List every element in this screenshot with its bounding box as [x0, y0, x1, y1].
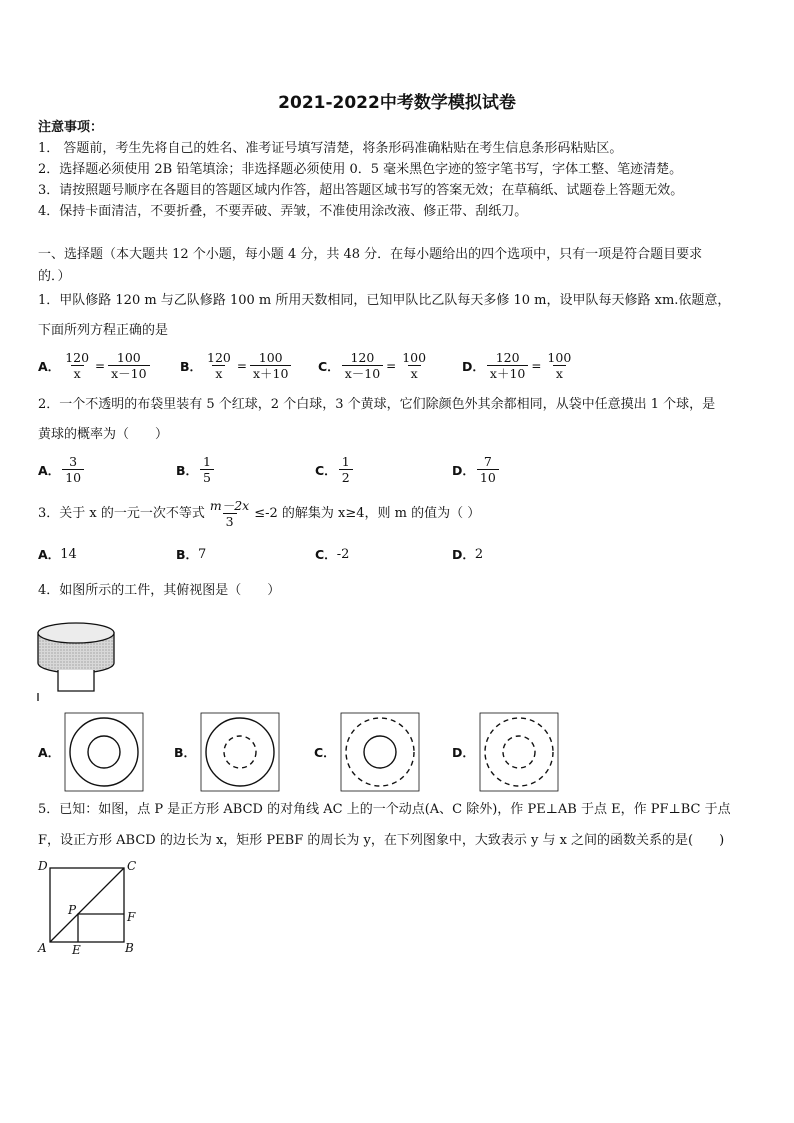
- option-label: B．: [180, 358, 203, 374]
- frac-denominator: x＋10: [250, 365, 291, 381]
- frac-numerator: 120: [495, 350, 520, 365]
- square-figure: [36, 858, 146, 958]
- equals-sign: =: [386, 358, 397, 373]
- question-2-text-cont: 黄球的概率为（ ）: [38, 427, 169, 442]
- frac-numerator: 3: [69, 454, 78, 469]
- frac-numerator: 100: [402, 350, 427, 365]
- frac-denominator: x－10: [342, 365, 383, 381]
- page-title: 2021-2022中考数学模拟试卷: [278, 93, 516, 113]
- top-view-figure-d: [479, 712, 559, 792]
- section-heading-cont: 的．）: [38, 269, 71, 284]
- frac-numerator: 100: [258, 350, 283, 365]
- label-B: B: [125, 941, 134, 955]
- option-value: -2: [336, 547, 350, 562]
- option-label: B．: [176, 462, 199, 478]
- question-1-text-cont: 下面所列方程正确的是: [38, 323, 169, 338]
- q1-option-b[interactable]: [180, 350, 293, 381]
- q4-option-b[interactable]: [174, 712, 280, 792]
- q1-option-d[interactable]: [462, 350, 576, 381]
- frac-numerator: 120: [350, 350, 375, 365]
- notice-item: 2．选择题必须使用 2B 铅笔填涂；非选择题必须使用 0．5 毫米黑色字迹的签字笔书写，字体工整、笔迹清楚。: [38, 162, 683, 177]
- option-label: C．: [318, 358, 340, 374]
- option-label: C．: [315, 547, 337, 562]
- q3-option-b[interactable]: [176, 546, 206, 564]
- option-label: A．: [38, 745, 61, 760]
- q2-option-a[interactable]: [38, 454, 86, 485]
- frac-denominator: 10: [477, 469, 499, 485]
- option-value: 2: [474, 547, 484, 562]
- q1-option-a[interactable]: [38, 350, 152, 381]
- q2-option-b[interactable]: [176, 454, 216, 485]
- rectangle-pebf: [78, 914, 124, 942]
- frac-numerator: 120: [65, 350, 90, 365]
- option-label: A．: [38, 462, 61, 478]
- diagonal-ac: [50, 868, 124, 942]
- option-label: A．: [38, 358, 61, 374]
- question-5-text-cont: F，设正方形 ABCD 的边长为 x，矩形 PEBF 的周长为 y，在下列图象中，大致表示 y 与 x 之间的函数关系的是( ): [38, 833, 725, 848]
- frac-numerator: m－2x: [209, 498, 250, 513]
- frac-denominator: x: [212, 365, 225, 381]
- label-D: D: [38, 859, 48, 873]
- section-heading: 一、选择题（本大题共 12 个小题，每小题 4 分，共 48 分．在每小题给出的四个选项中，只有一项是符合题目要求: [38, 247, 703, 262]
- question-1-text: 1．甲队修路 120 m 与乙队修路 100 m 所用天数相同，已知甲队比乙队每天多修 10 m，设甲队每天修路 xm.依题意，: [38, 293, 731, 308]
- option-label: D．: [452, 745, 475, 760]
- label-C: C: [127, 859, 137, 873]
- question-2-text: 2．一个不透明的布袋里装有 5 个红球，2 个白球，3 个黄球，它们除颜色外其余都相同，从袋中任意摸出 1 个球，是: [38, 397, 716, 412]
- frac-numerator: 100: [547, 350, 572, 365]
- equals-sign: =: [236, 358, 247, 373]
- equals-sign: =: [531, 358, 542, 373]
- frac-denominator: x＋10: [487, 365, 528, 381]
- notice-item: 1． 答题前，考生先将自己的姓名、准考证号填写清楚，将条形码准确粘贴在考生信息条形码粘贴区。: [38, 141, 623, 156]
- q3-option-c[interactable]: [315, 546, 349, 564]
- frac-denominator: 5: [200, 469, 214, 485]
- label-F: F: [127, 910, 136, 924]
- frac-denominator: x: [71, 365, 84, 381]
- question-4-text: 4．如图所示的工件，其俯视图是（ ）: [38, 583, 281, 598]
- label-E: E: [72, 943, 81, 957]
- label-A: A: [38, 941, 47, 955]
- label-P: P: [68, 903, 77, 917]
- q4-option-c[interactable]: [314, 712, 420, 792]
- q3-text-post: ≤-2 的解集为 x≥4，则 m 的值为（ ）: [254, 505, 481, 521]
- equals-sign: =: [95, 358, 106, 373]
- q2-option-c[interactable]: [315, 454, 355, 485]
- q3-option-a[interactable]: [38, 546, 77, 564]
- option-label: D．: [452, 547, 475, 562]
- option-label: D．: [452, 462, 475, 478]
- option-label: C．: [315, 462, 337, 478]
- option-label: D．: [462, 358, 485, 374]
- workpiece-figure: [36, 613, 116, 703]
- q4-option-a[interactable]: [38, 712, 144, 792]
- frac-denominator: x－10: [108, 365, 149, 381]
- frac-numerator: 1: [341, 454, 350, 469]
- top-view-figure-c: [340, 712, 420, 792]
- notice-item: 4．保持卡面清洁，不要折叠，不要弄破、弄皱，不准使用涂改液、修正带、刮纸刀。: [38, 204, 528, 219]
- q3-text-pre: 3．关于 x 的一元一次不等式: [38, 505, 205, 521]
- q2-option-d[interactable]: [452, 454, 501, 485]
- option-label: B．: [176, 547, 199, 562]
- option-value: 7: [198, 547, 207, 562]
- frac-denominator: x: [408, 365, 421, 381]
- frac-denominator: 10: [62, 469, 84, 485]
- option-label: B．: [174, 745, 197, 760]
- top-view-figure-b: [200, 712, 280, 792]
- q3-option-d[interactable]: [452, 546, 483, 564]
- frac-numerator: 1: [203, 454, 211, 469]
- q1-option-c[interactable]: [318, 350, 431, 381]
- q4-option-d[interactable]: [452, 712, 559, 792]
- frac-denominator: 2: [339, 469, 353, 485]
- top-view-figure-a: [64, 712, 144, 792]
- option-label: C．: [314, 745, 336, 760]
- frac-numerator: 120: [207, 350, 231, 365]
- frac-numerator: 100: [116, 350, 141, 365]
- frac-numerator: 7: [483, 454, 492, 469]
- frac-denominator: 3: [223, 513, 237, 529]
- option-value: 14: [60, 547, 77, 562]
- notice-item: 3．请按照题号顺序在各题目的答题区域内作答，超出答题区域书写的答案无效；在草稿纸、试题卷上答题无效。: [38, 183, 684, 198]
- option-label: A．: [38, 547, 61, 562]
- question-3-text: [38, 498, 480, 529]
- notice-heading: 注意事项：: [38, 120, 104, 135]
- frac-denominator: x: [553, 365, 566, 381]
- question-5-text: 5．已知：如图，点 P 是正方形 ABCD 的对角线 AC 上的一个动点(A、C 除外)，作 PE⊥AB 于点 E，作 PF⊥BC 于点: [38, 802, 731, 817]
